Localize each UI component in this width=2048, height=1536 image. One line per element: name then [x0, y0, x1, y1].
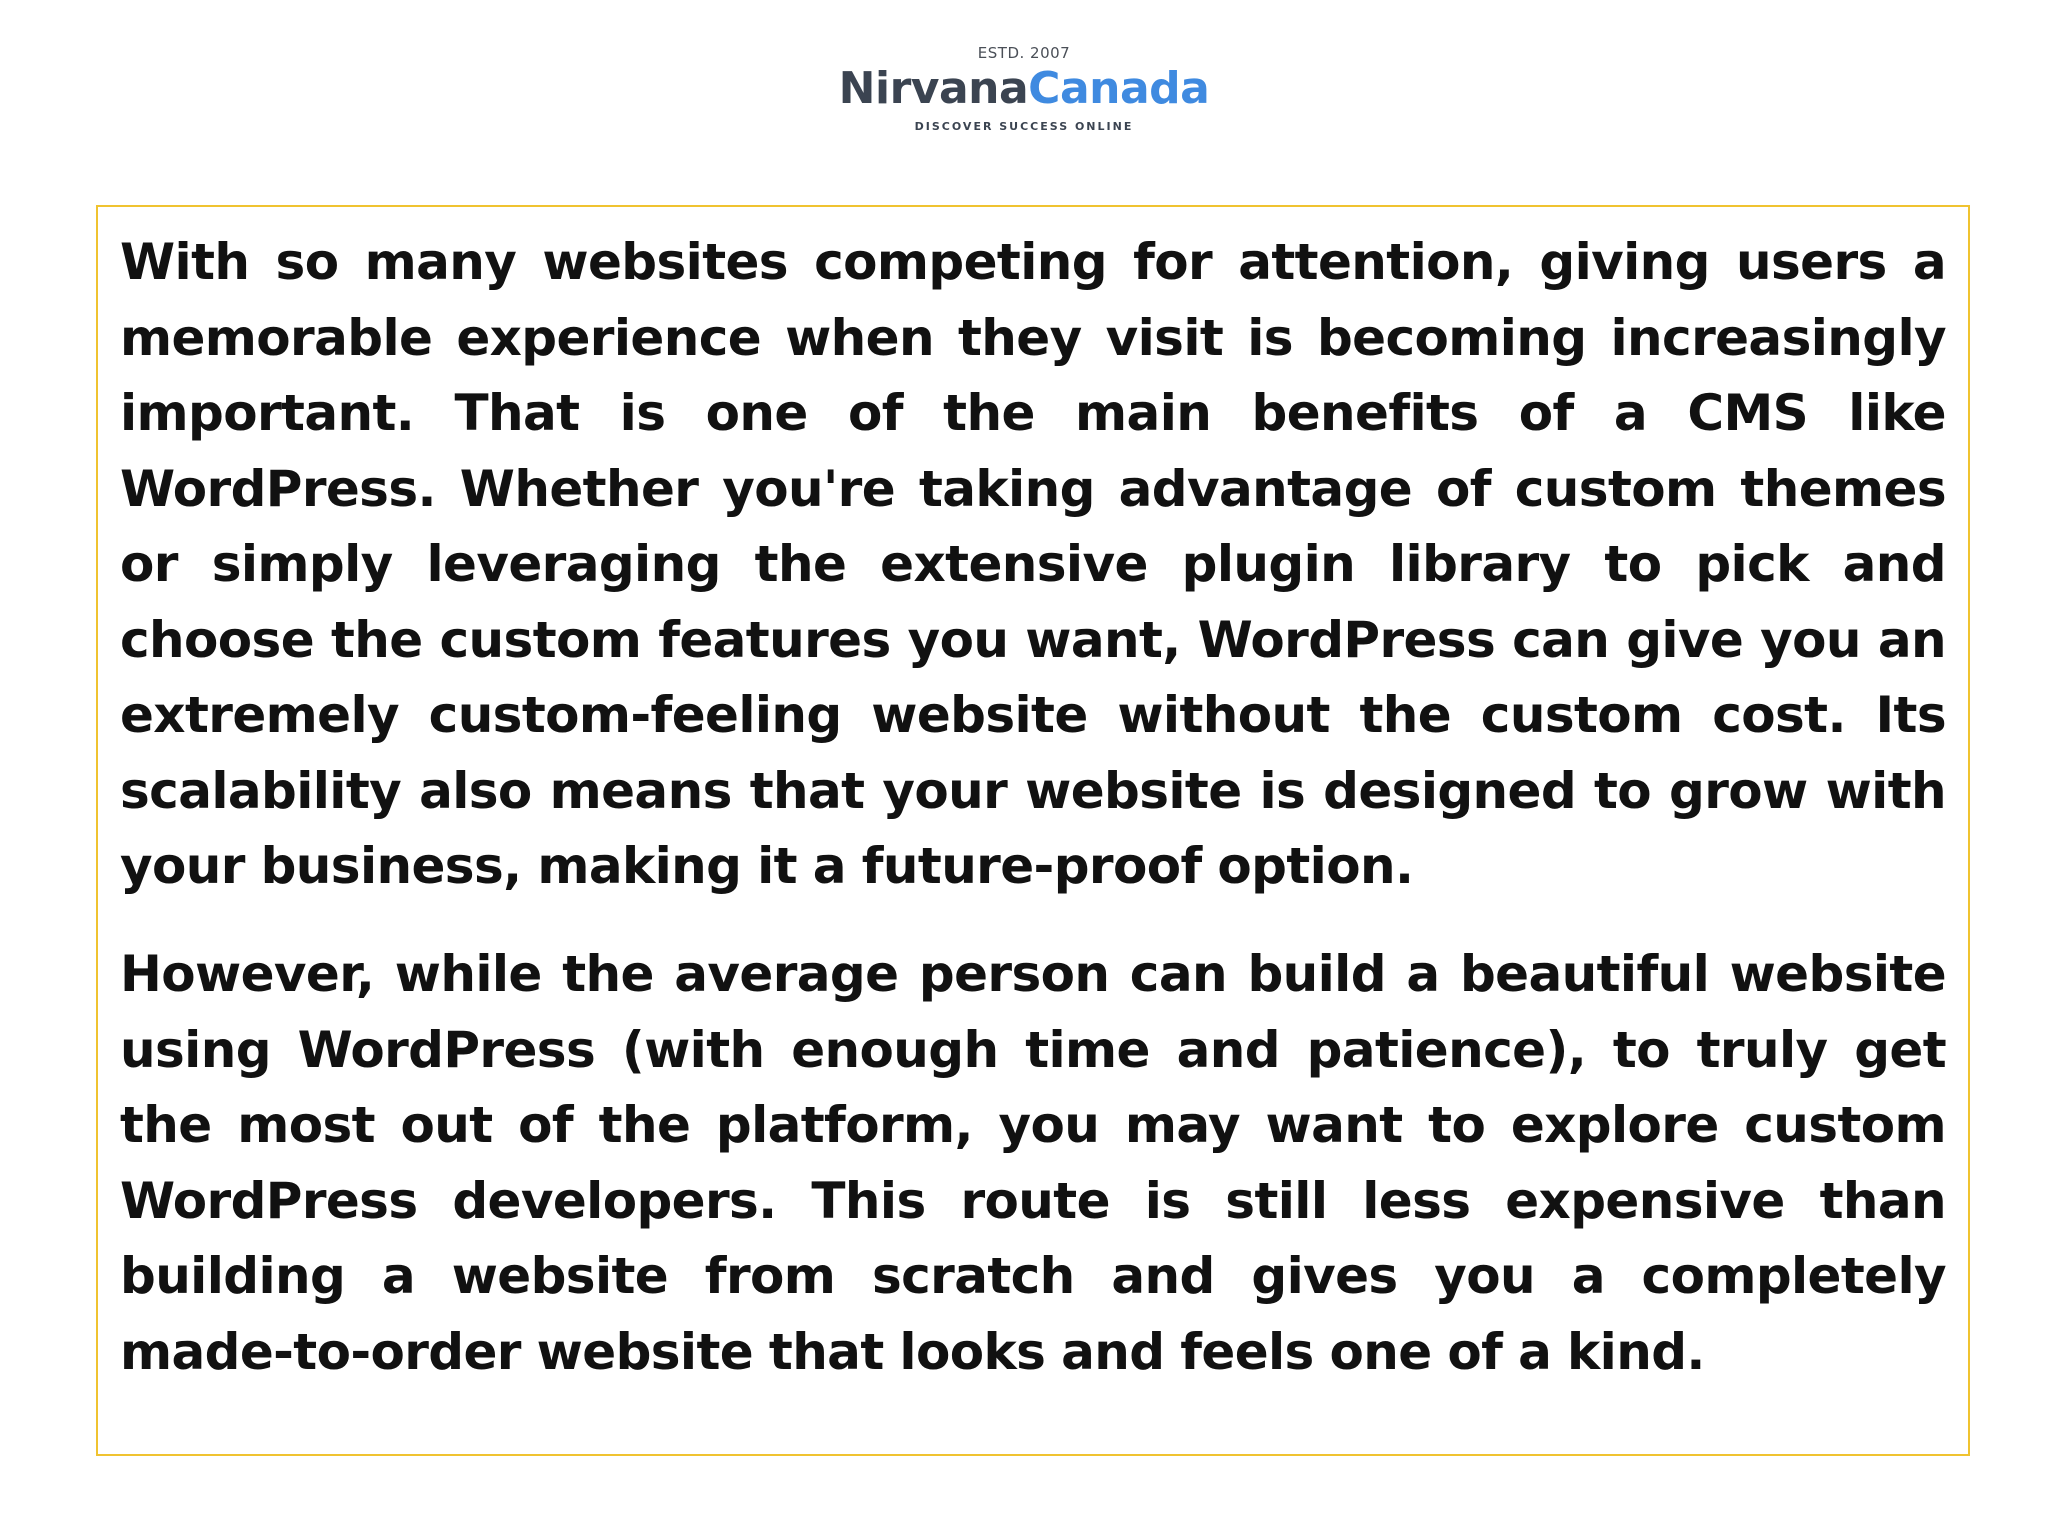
- logo-wordmark: [0, 64, 2048, 114]
- logo-wordmark-canada: Canada: [1028, 63, 1210, 114]
- content-box: [96, 205, 1970, 1456]
- logo-established-text: ESTD. 2007: [977, 44, 1071, 62]
- logo-wordmark-nirvana: Nirvana: [838, 63, 1029, 114]
- body-paragraph-2: However, while the average person can build a beautiful website using WordPress (with enough time and patience), to truly get the most out of the platform, you may want to explore custom WordPress developers. This route is still less expensive than building a website from scratch and gives you a completely made-to-order website that looks and feels one of a kind.: [120, 945, 1946, 1381]
- logo-tagline: DISCOVER SUCCESS ONLINE: [914, 120, 1134, 133]
- body-paragraph-1: With so many websites competing for attention, giving users a memorable experience when they visit is becoming increasingly important. That is one of the main benefits of a CMS like WordPress. Whether you're taking advantage of custom themes or simply leveraging the extensive plugin library to pick and choose the custom features you want, WordPress can give you an extremely custom-feeling website without the custom cost. Its scalability also means that your website is designed to grow with your business, making it a future-proof option.: [120, 233, 1946, 895]
- nirvana-canada-logo: [0, 44, 2048, 134]
